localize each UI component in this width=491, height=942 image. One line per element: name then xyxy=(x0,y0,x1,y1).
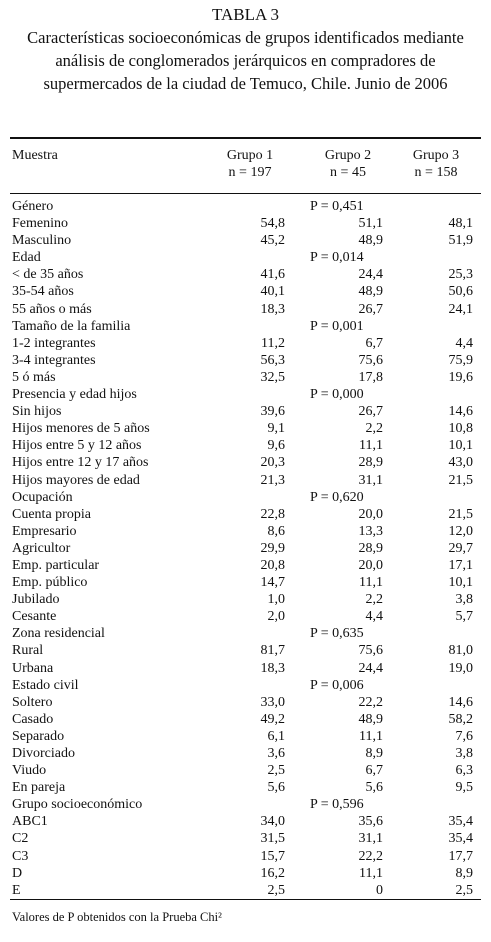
cell-grupo-2: 6,7 xyxy=(365,763,383,779)
cell-grupo-1: 14,7 xyxy=(260,575,285,591)
cell-grupo-3: 48,1 xyxy=(448,216,473,232)
row-label: Emp. particular xyxy=(12,557,100,573)
section-label: Ocupación xyxy=(12,489,73,505)
header-grupo-2-n: n = 45 xyxy=(330,165,366,180)
cell-grupo-3: 21,5 xyxy=(448,506,473,522)
row-label: C3 xyxy=(12,848,29,864)
header-rule xyxy=(10,193,481,194)
bottom-rule xyxy=(10,899,481,900)
section-label: Presencia y edad hijos xyxy=(12,387,137,403)
cell-grupo-3: 43,0 xyxy=(448,455,473,471)
cell-grupo-3: 35,4 xyxy=(448,814,473,830)
row-label: Cesante xyxy=(12,609,57,625)
cell-grupo-1: 16,2 xyxy=(260,865,285,881)
row-label: Rural xyxy=(12,643,44,659)
cell-grupo-2: 51,1 xyxy=(358,216,383,232)
cell-grupo-3: 51,9 xyxy=(448,233,473,249)
cell-grupo-2: 11,1 xyxy=(359,575,383,591)
section-label: Grupo socioeconómico xyxy=(12,797,143,813)
cell-grupo-1: 31,5 xyxy=(260,831,285,847)
section-label: Género xyxy=(12,199,54,214)
row-label: 35-54 años xyxy=(12,284,74,300)
cell-grupo-3: 2,5 xyxy=(455,882,473,898)
cell-grupo-1: 22,8 xyxy=(260,506,285,522)
table-row xyxy=(10,745,481,762)
cell-grupo-1: 32,5 xyxy=(260,369,285,385)
table-row xyxy=(10,523,481,540)
cell-grupo-1: 2,5 xyxy=(267,763,285,779)
row-label: Femenino xyxy=(12,216,68,232)
cell-grupo-3: 21,5 xyxy=(448,472,473,488)
cell-grupo-2: 75,6 xyxy=(358,643,383,659)
p-value: P = 0,006 xyxy=(310,677,364,693)
row-label: En pareja xyxy=(12,780,66,796)
table-row xyxy=(10,232,481,249)
table-row xyxy=(10,506,481,523)
cell-grupo-1: 56,3 xyxy=(260,352,285,368)
row-label: ABC1 xyxy=(12,814,48,830)
cell-grupo-1: 2,0 xyxy=(267,609,285,625)
cell-grupo-2: 6,7 xyxy=(365,335,383,351)
row-label: Hijos entre 5 y 12 años xyxy=(12,438,142,454)
cell-grupo-1: 39,6 xyxy=(260,404,285,420)
cell-grupo-2: 11,1 xyxy=(359,438,383,454)
cell-grupo-3: 10,1 xyxy=(448,438,473,454)
cell-grupo-3: 58,2 xyxy=(448,711,473,727)
cell-grupo-2: 24,4 xyxy=(358,660,383,676)
cell-grupo-1: 21,3 xyxy=(260,472,285,488)
table-row xyxy=(10,779,481,796)
table-row xyxy=(10,830,481,847)
cell-grupo-1: 20,3 xyxy=(260,455,285,471)
table-row xyxy=(10,335,481,352)
table-row xyxy=(10,557,481,574)
cell-grupo-3: 14,6 xyxy=(448,694,473,710)
row-label: Hijos mayores de edad xyxy=(12,472,140,488)
row-label: 55 años o más xyxy=(12,301,92,317)
cell-grupo-1: 9,1 xyxy=(267,421,285,437)
row-label: C2 xyxy=(12,831,29,847)
cell-grupo-1: 3,6 xyxy=(267,746,285,761)
cell-grupo-1: 54,8 xyxy=(260,216,285,232)
cell-grupo-2: 35,6 xyxy=(358,814,383,830)
p-value: P = 0,451 xyxy=(310,199,364,214)
section-label: Estado civil xyxy=(12,677,79,693)
cell-grupo-2: 26,7 xyxy=(358,404,383,420)
table-row xyxy=(10,283,481,300)
row-label: 5 ó más xyxy=(12,369,56,385)
cell-grupo-1: 9,6 xyxy=(267,438,285,454)
cell-grupo-3: 17,1 xyxy=(448,557,473,573)
table-number: TABLA 3 xyxy=(211,5,280,24)
p-value: P = 0,014 xyxy=(310,250,364,266)
cell-grupo-3: 29,7 xyxy=(448,540,473,556)
cell-grupo-1: 29,9 xyxy=(260,540,285,556)
cell-grupo-1: 49,2 xyxy=(260,711,285,727)
cell-grupo-2: 11,1 xyxy=(359,865,383,881)
table-row xyxy=(10,865,481,882)
cell-grupo-2: 24,4 xyxy=(358,267,383,283)
cell-grupo-2: 5,6 xyxy=(365,780,383,796)
header-grupo-3 xyxy=(401,147,471,181)
header-grupo-1-label: Grupo 1 xyxy=(226,148,274,163)
cell-grupo-2: 75,6 xyxy=(358,352,383,368)
table-row xyxy=(10,540,481,557)
table-row xyxy=(10,454,481,471)
p-value: P = 0,596 xyxy=(310,797,364,813)
cell-grupo-3: 50,6 xyxy=(448,284,473,300)
cell-grupo-3: 12,0 xyxy=(448,523,473,539)
section-row xyxy=(10,318,481,335)
cell-grupo-1: 18,3 xyxy=(260,301,285,317)
table-header xyxy=(10,147,481,187)
cell-grupo-3: 8,9 xyxy=(455,865,473,881)
row-label: 1-2 integrantes xyxy=(12,335,96,351)
table-row xyxy=(10,369,481,386)
header-grupo-1 xyxy=(215,147,285,181)
cell-grupo-2: 48,9 xyxy=(358,233,383,249)
cell-grupo-1: 6,1 xyxy=(267,728,285,744)
table-row xyxy=(10,420,481,437)
table-row xyxy=(10,882,481,899)
row-label: Empresario xyxy=(12,523,77,539)
row-label: Urbana xyxy=(12,660,54,676)
cell-grupo-2: 8,9 xyxy=(365,746,383,761)
row-label: Jubilado xyxy=(12,592,60,608)
section-row xyxy=(10,796,481,813)
cell-grupo-2: 28,9 xyxy=(358,540,383,556)
header-grupo-2-label: Grupo 2 xyxy=(324,148,372,163)
top-rule xyxy=(10,137,481,139)
cell-grupo-3: 10,8 xyxy=(448,421,473,437)
table-row xyxy=(10,608,481,625)
header-grupo-3-label: Grupo 3 xyxy=(412,148,460,163)
cell-grupo-2: 28,9 xyxy=(358,455,383,471)
table-row xyxy=(10,728,481,745)
cell-grupo-2: 20,0 xyxy=(358,506,383,522)
cell-grupo-2: 31,1 xyxy=(358,472,383,488)
header-grupo-1-n: n = 197 xyxy=(228,165,272,180)
table-row xyxy=(10,813,481,830)
table-row xyxy=(10,266,481,283)
cell-grupo-1: 1,0 xyxy=(267,592,285,608)
cell-grupo-3: 75,9 xyxy=(448,352,473,368)
cell-grupo-2: 4,4 xyxy=(365,609,383,625)
cell-grupo-2: 17,8 xyxy=(358,369,383,385)
cell-grupo-2: 11,1 xyxy=(359,728,383,744)
cell-grupo-2: 48,9 xyxy=(358,711,383,727)
row-label: E xyxy=(12,882,21,898)
table-row xyxy=(10,574,481,591)
p-value: P = 0,635 xyxy=(310,626,364,642)
table-row xyxy=(10,352,481,369)
p-value: P = 0,000 xyxy=(310,387,364,403)
table-row xyxy=(10,642,481,659)
section-row xyxy=(10,677,481,694)
table-row xyxy=(10,762,481,779)
table-body xyxy=(10,198,481,899)
cell-grupo-1: 20,8 xyxy=(260,557,285,573)
p-value: P = 0,001 xyxy=(310,318,364,334)
row-label: Soltero xyxy=(12,694,53,710)
cell-grupo-2: 2,2 xyxy=(365,421,383,437)
cell-grupo-3: 7,6 xyxy=(455,728,473,744)
header-grupo-2 xyxy=(313,147,383,181)
cell-grupo-3: 6,3 xyxy=(455,763,473,779)
header-grupo-3-n: n = 158 xyxy=(414,165,458,180)
cell-grupo-1: 33,0 xyxy=(260,694,285,710)
row-label: Divorciado xyxy=(12,746,75,761)
cell-grupo-1: 18,3 xyxy=(260,660,285,676)
table-row xyxy=(10,694,481,711)
table-row xyxy=(10,215,481,232)
cell-grupo-3: 19,0 xyxy=(448,660,473,676)
row-label: Emp. público xyxy=(12,575,88,591)
cell-grupo-3: 10,1 xyxy=(448,575,473,591)
cell-grupo-1: 2,5 xyxy=(267,882,285,898)
cell-grupo-1: 5,6 xyxy=(267,780,285,796)
table-row xyxy=(10,301,481,318)
cell-grupo-3: 17,7 xyxy=(448,848,473,864)
table-caption: Características socioeconómicas de grupos identificados mediante análisis de conglomerados jerárquicos en compradores de supermercados de la ciudad de Temuco, Chile. Junio de 2006 xyxy=(27,28,464,93)
cell-grupo-3: 3,8 xyxy=(455,592,473,608)
table-page xyxy=(0,4,491,942)
row-label: Agricultor xyxy=(12,540,71,556)
cell-grupo-2: 13,3 xyxy=(358,523,383,539)
row-label: Cuenta propia xyxy=(12,506,91,522)
section-label: Tamaño de la familia xyxy=(12,318,131,334)
cell-grupo-2: 2,2 xyxy=(365,592,383,608)
table-row xyxy=(10,660,481,677)
footnote: Valores de P obtenidos con la Prueba Chi² xyxy=(12,910,222,924)
cell-grupo-2: 0 xyxy=(376,882,383,898)
section-row xyxy=(10,386,481,403)
cell-grupo-2: 22,2 xyxy=(358,694,383,710)
cell-grupo-2: 20,0 xyxy=(358,557,383,573)
cell-grupo-3: 19,6 xyxy=(448,369,473,385)
section-row xyxy=(10,198,481,215)
row-label: Separado xyxy=(12,728,65,744)
cell-grupo-3: 4,4 xyxy=(455,335,473,351)
cell-grupo-3: 5,7 xyxy=(455,609,473,625)
cell-grupo-1: 8,6 xyxy=(267,523,285,539)
cell-grupo-2: 48,9 xyxy=(358,284,383,300)
table-row xyxy=(10,711,481,728)
cell-grupo-1: 41,6 xyxy=(260,267,285,283)
cell-grupo-3: 25,3 xyxy=(448,267,473,283)
table-row xyxy=(10,437,481,454)
table-row xyxy=(10,848,481,865)
cell-grupo-3: 9,5 xyxy=(455,780,473,796)
cell-grupo-1: 11,2 xyxy=(261,335,285,351)
section-row xyxy=(10,625,481,642)
section-label: Edad xyxy=(12,250,41,266)
row-label: D xyxy=(12,865,23,881)
section-row xyxy=(10,249,481,266)
table-row xyxy=(10,403,481,420)
row-label: Hijos menores de 5 años xyxy=(12,421,150,437)
row-label: Sin hijos xyxy=(12,404,62,420)
cell-grupo-2: 31,1 xyxy=(358,831,383,847)
cell-grupo-1: 45,2 xyxy=(260,233,285,249)
row-label: Hijos entre 12 y 17 años xyxy=(12,455,149,471)
cell-grupo-1: 15,7 xyxy=(260,848,285,864)
cell-grupo-3: 14,6 xyxy=(448,404,473,420)
cell-grupo-2: 26,7 xyxy=(358,301,383,317)
cell-grupo-3: 35,4 xyxy=(448,831,473,847)
row-label: Viudo xyxy=(12,763,47,779)
row-label: Masculino xyxy=(12,233,72,249)
cell-grupo-3: 3,8 xyxy=(455,746,473,761)
p-value: P = 0,620 xyxy=(310,489,364,505)
cell-grupo-3: 24,1 xyxy=(448,301,473,317)
cell-grupo-1: 81,7 xyxy=(260,643,285,659)
header-muestra: Muestra xyxy=(12,148,58,163)
cell-grupo-1: 40,1 xyxy=(260,284,285,300)
cell-grupo-3: 81,0 xyxy=(448,643,473,659)
table-row xyxy=(10,472,481,489)
row-label: < de 35 años xyxy=(12,267,84,283)
section-label: Zona residencial xyxy=(12,626,105,642)
section-row xyxy=(10,489,481,506)
cell-grupo-2: 22,2 xyxy=(358,848,383,864)
row-label: 3-4 integrantes xyxy=(12,352,96,368)
table-row xyxy=(10,591,481,608)
cell-grupo-1: 34,0 xyxy=(260,814,285,830)
row-label: Casado xyxy=(12,711,54,727)
